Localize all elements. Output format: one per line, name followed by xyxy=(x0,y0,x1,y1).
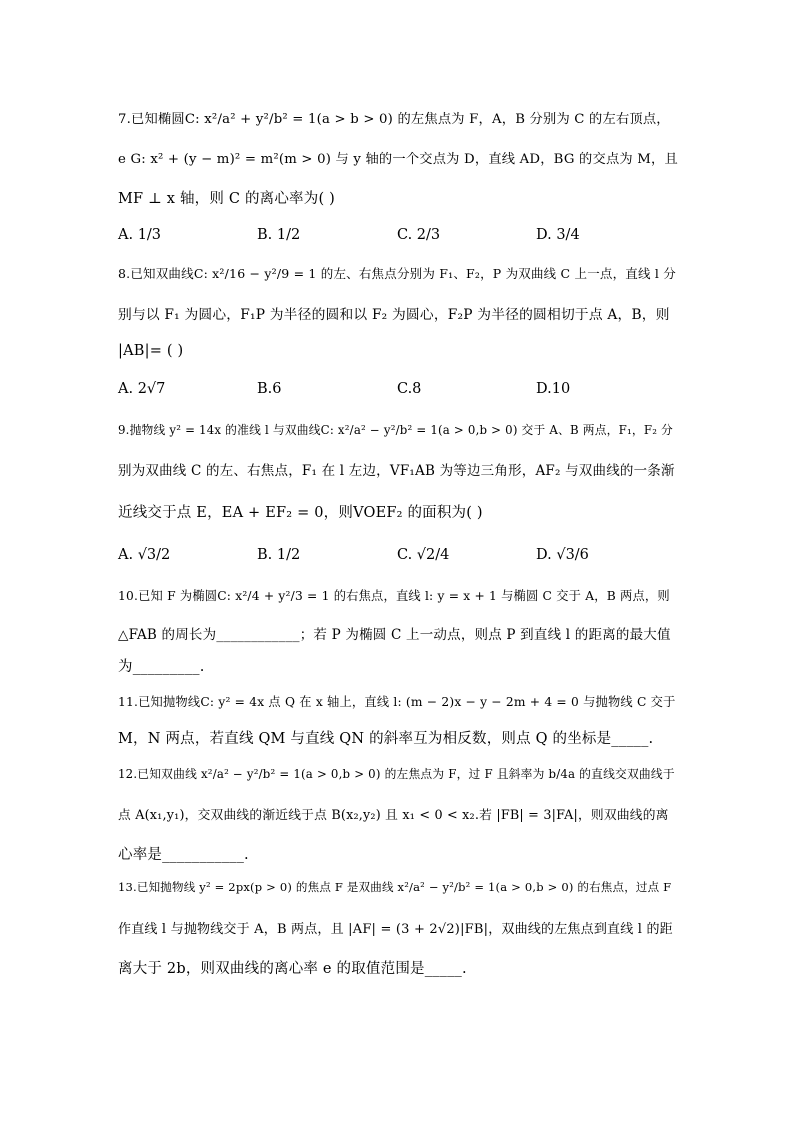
q8-line-1: 8.已知双曲线C: x²/16 − y²/9 = 1 的左、右焦点分别为 F₁、F₂，P 为双曲线 C 上一点，直线 l 分 xyxy=(118,266,676,281)
q9-option-d: D. √3/6 xyxy=(536,547,589,563)
q12-line-3: 心率是___________. xyxy=(118,846,249,863)
q12-line-2: 点 A(x₁,y₁)，交双曲线的渐近线于点 B(x₂,y₂) 且 x₁ < 0 < x₂.若 |FB| = 3|FA|，则双曲线的离 xyxy=(118,807,669,823)
q11-line-2: M，N 两点，若直线 QM 与直线 QN 的斜率互为相反数，则点 Q 的坐标是_____. xyxy=(118,730,654,747)
q9-option-a: A. √3/2 xyxy=(118,547,171,563)
q13-line-1: 13.已知抛物线 y² = 2px(p > 0) 的焦点 F 是双曲线 x²/a² − y²/b² = 1(a > 0,b > 0) 的右焦点，过点 F xyxy=(118,880,672,894)
q9-line-1: 9.抛物线 y² = 14x 的准线 l 与双曲线C: x²/a² − y²/b² = 1(a > 0,b > 0) 交于 A、B 两点，F₁，F₂ 分 xyxy=(118,422,673,437)
q10-line-2: △FAB 的周长为____________；若 P 为椭圆 C 上一动点，则点 P 到直线 l 的距离的最大值 xyxy=(118,627,671,643)
q8-option-b: B.6 xyxy=(257,381,282,397)
q7-option-d: D. 3/4 xyxy=(536,227,580,243)
q10-line-1: 10.已知 F 为椭圆C: x²/4 + y²/3 = 1 的右焦点，直线 l: y = x + 1 与椭圆 C 交于 A，B 两点，则 xyxy=(118,589,670,603)
q7-option-b: B. 1/2 xyxy=(257,227,301,243)
q8-option-d: D.10 xyxy=(536,381,571,397)
q10-line-3: 为_________. xyxy=(118,658,205,675)
q7-option-a: A. 1/3 xyxy=(118,227,162,243)
q8-line-2: 别与以 F₁ 为圆心，F₁P 为半径的圆和以 F₂ 为圆心，F₂P 为半径的圆相切于点 A，B，则 xyxy=(118,307,670,323)
q9-line-3: 近线交于点 E，EA + EF₂ = 0，则VOEF₂ 的面积为( ) xyxy=(118,504,483,521)
q9-line-2: 别为双曲线 C 的左、右焦点，F₁ 在 l 左边，VF₁AB 为等边三角形，AF₂ 与双曲线的一条渐 xyxy=(118,463,675,479)
q13-line-3: 离大于 2b，则双曲线的离心率 e 的取值范围是_____. xyxy=(118,960,467,977)
q8-line-3: |AB|= ( ) xyxy=(118,343,184,359)
q12-line-1: 12.已知双曲线 x²/a² − y²/b² = 1(a > 0,b > 0) 的左焦点为 F，过 F 且斜率为 b/4a 的直线交双曲线于 xyxy=(118,766,675,781)
q8-option-c: C.8 xyxy=(397,381,422,397)
q13-line-2: 作直线 l 与抛物线交于 A，B 两点，且 |AF| = (3 + 2√2)|FB|，双曲线的左焦点到直线 l 的距 xyxy=(118,921,673,937)
q9-option-b: B. 1/2 xyxy=(257,547,301,563)
q9-option-c: C. √2/4 xyxy=(397,547,450,563)
q8-option-a: A. 2√7 xyxy=(118,381,166,397)
q7-line-2: e G: x² + (y − m)² = m²(m > 0) 与 y 轴的一个交点为 D，直线 AD，BG 的交点为 M，且 xyxy=(118,151,678,167)
q11-line-1: 11.已知抛物线C: y² = 4x 点 Q 在 x 轴上，直线 l: (m − 2)x − y − 2m + 4 = 0 与抛物线 C 交于 xyxy=(118,695,676,709)
q7-line-3: MF ⊥ x 轴，则 C 的离心率为( ) xyxy=(118,190,335,207)
q7-option-c: C. 2/3 xyxy=(397,227,441,243)
q7-line-1: 7.已知椭圆C: x²/a² + y²/b² = 1(a > b > 0) 的左焦点为 F，A，B 分别为 C 的左右顶点， xyxy=(118,111,670,127)
